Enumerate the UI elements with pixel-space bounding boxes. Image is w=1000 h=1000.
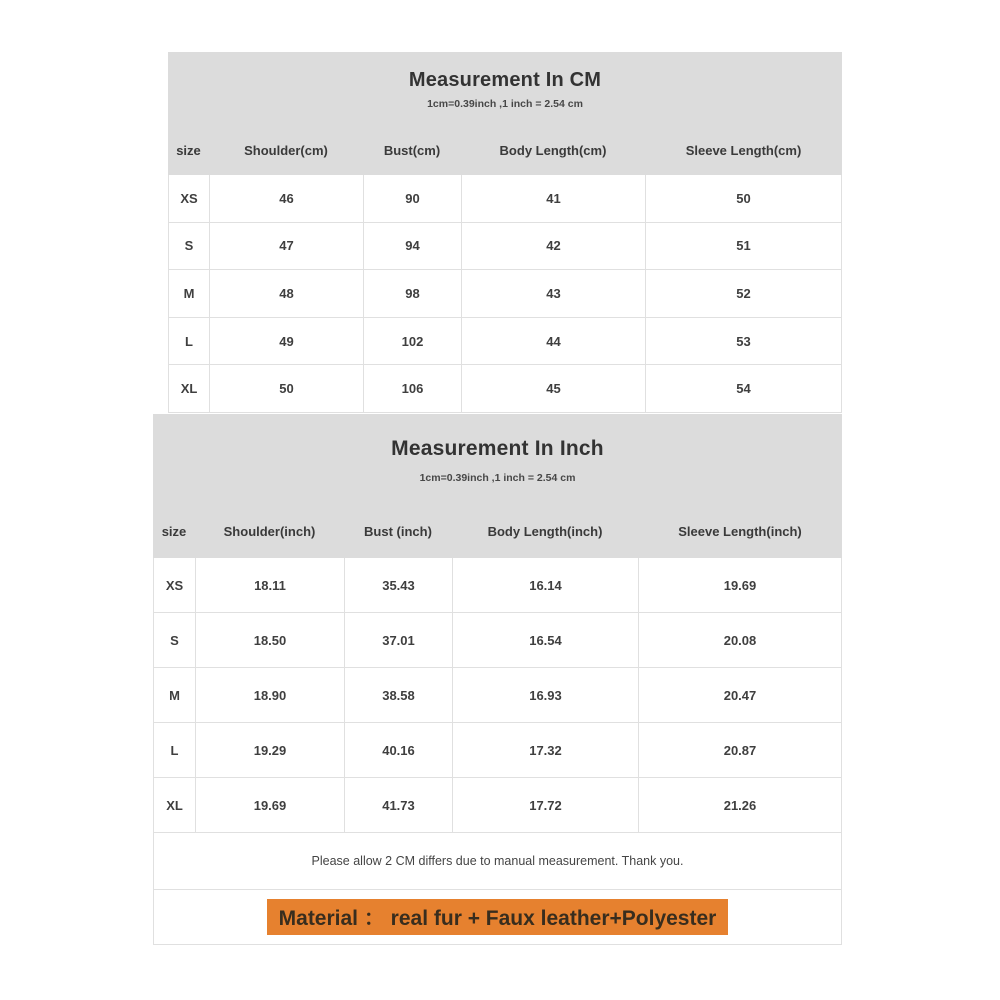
value-cell: 16.54 [453, 613, 639, 667]
cm-col-body-length: Body Length(cm) [499, 142, 607, 158]
value-cell: 35.43 [345, 558, 453, 612]
value-cell: 16.93 [453, 668, 639, 722]
size-cell: M [169, 270, 210, 317]
value-cell: 52 [736, 285, 751, 301]
value-cell: 46 [210, 175, 364, 222]
value-cell: 40.16 [345, 723, 453, 777]
value-cell: 19.69 [723, 577, 757, 593]
inch-measurement-table [153, 414, 842, 945]
value-cell: 43 [462, 270, 646, 317]
cm-table-body [168, 175, 842, 413]
inch-table-header [153, 414, 842, 558]
value-cell: 51 [736, 238, 751, 254]
value-cell: 48 [210, 270, 364, 317]
table-row [169, 270, 841, 318]
value-cell: 20.08 [723, 632, 757, 648]
value-cell: 19.29 [196, 723, 345, 777]
tolerance-note: Please allow 2 CM differs due to manual measurement. Thank you. [311, 854, 684, 868]
inch-col-sleeve-length: Sleeve Length(inch) [678, 523, 802, 539]
table-row [154, 723, 841, 778]
cm-col-bust: Bust(cm) [383, 142, 441, 158]
table-row [169, 175, 841, 223]
value-cell: 42 [462, 223, 646, 270]
cm-table-title: Measurement In CM [408, 69, 602, 91]
cm-column-header-row [168, 111, 842, 175]
inch-table-title: Measurement In Inch [391, 437, 604, 460]
size-cell: XS [169, 175, 210, 222]
value-cell: 98 [364, 270, 462, 317]
inch-col-body-length: Body Length(inch) [487, 523, 603, 539]
inch-table-body [153, 558, 842, 833]
size-cell: XL [154, 778, 196, 832]
value-cell: 38.58 [345, 668, 453, 722]
value-cell: 47 [210, 223, 364, 270]
size-cell: S [154, 613, 196, 667]
value-cell: 17.32 [453, 723, 639, 777]
material-row [153, 890, 842, 945]
value-cell: 106 [364, 365, 462, 412]
value-cell: 41 [462, 175, 646, 222]
value-cell: 20.87 [723, 742, 757, 758]
cm-table-subtitle: 1cm=0.39inch ,1 inch = 2.54 cm [427, 98, 583, 110]
table-row [154, 613, 841, 668]
size-cell: L [154, 723, 196, 777]
table-row [169, 365, 841, 413]
size-cell: S [169, 223, 210, 270]
inch-col-shoulder: Shoulder(inch) [223, 523, 316, 539]
cm-col-sleeve-length: Sleeve Length(cm) [685, 142, 802, 158]
value-cell: 94 [364, 223, 462, 270]
material-highlight: Material ： real fur + Faux leather+Polyester [267, 899, 729, 935]
cm-measurement-table [168, 52, 842, 413]
inch-col-size: size [161, 523, 187, 539]
value-cell: 18.90 [196, 668, 345, 722]
value-cell: 37.01 [345, 613, 453, 667]
value-cell: 54 [736, 381, 751, 397]
table-row [169, 223, 841, 271]
size-cell: M [154, 668, 196, 722]
size-cell: XL [169, 365, 210, 412]
cm-col-size: size [176, 142, 201, 158]
value-cell: 17.72 [453, 778, 639, 832]
value-cell: 41.73 [345, 778, 453, 832]
value-cell: 102 [364, 318, 462, 365]
value-cell: 44 [462, 318, 646, 365]
value-cell: 45 [462, 365, 646, 412]
table-row [154, 778, 841, 833]
value-cell: 18.50 [196, 613, 345, 667]
table-row [154, 668, 841, 723]
table-row [154, 558, 841, 613]
value-cell: 18.11 [196, 558, 345, 612]
value-cell: 20.47 [723, 687, 757, 703]
value-cell: 53 [736, 333, 751, 349]
value-cell: 49 [210, 318, 364, 365]
size-cell: L [169, 318, 210, 365]
size-cell: XS [154, 558, 196, 612]
tolerance-note-row [153, 833, 842, 890]
inch-column-header-row [153, 486, 842, 558]
cm-table-header [168, 52, 842, 175]
inch-col-bust: Bust (inch) [364, 523, 432, 539]
value-cell: 90 [364, 175, 462, 222]
value-cell: 16.14 [453, 558, 639, 612]
table-row [169, 318, 841, 366]
value-cell: 50 [210, 365, 364, 412]
value-cell: 21.26 [723, 797, 757, 813]
inch-table-subtitle: 1cm=0.39inch ,1 inch = 2.54 cm [419, 472, 576, 484]
value-cell: 50 [736, 190, 751, 206]
cm-col-shoulder: Shoulder(cm) [244, 142, 328, 158]
value-cell: 19.69 [196, 778, 345, 832]
